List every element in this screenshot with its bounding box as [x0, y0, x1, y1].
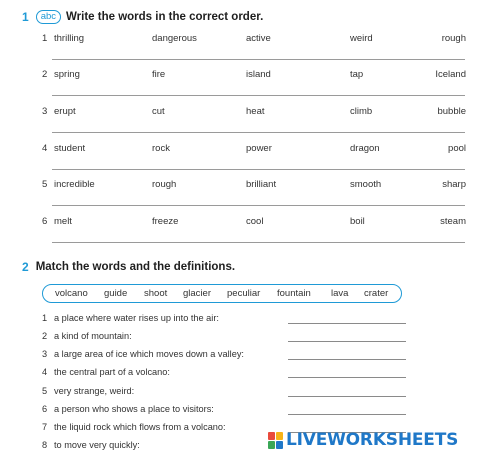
definition-6: [42, 404, 412, 417]
definition-4: [42, 367, 412, 380]
word: cool: [246, 216, 264, 227]
word: rough: [441, 33, 466, 44]
bank-word: volcano: [55, 288, 88, 299]
word: spring: [54, 69, 80, 80]
word: tap: [350, 69, 364, 80]
definition-number: 5: [42, 386, 48, 396]
definition-text: a person who shows a place to visitors:: [54, 404, 214, 414]
exercise-1-title: Write the words in the correct order.: [66, 11, 264, 23]
row-number: 4: [42, 143, 48, 154]
abc-badge: abc: [36, 10, 61, 24]
word: pool: [448, 143, 466, 154]
word: power: [246, 143, 272, 154]
word: melt: [54, 216, 72, 227]
word: erupt: [54, 106, 76, 117]
definition-3: [42, 349, 412, 362]
word: freeze: [152, 216, 179, 227]
definition-number: 6: [42, 404, 48, 414]
word: steam: [440, 216, 466, 227]
word: bubble: [437, 106, 466, 117]
word: dragon: [350, 143, 380, 154]
exercise-2-title: Match the words and the definitions.: [35, 261, 236, 273]
definition-number: 3: [42, 349, 48, 359]
order-row-2: [42, 69, 466, 83]
brand-text: LIVEWORKSHEETS: [286, 430, 459, 450]
definition-1: [42, 313, 412, 326]
word: rough: [152, 179, 177, 190]
definition-number: 1: [42, 313, 48, 323]
word: dangerous: [152, 33, 197, 44]
word: climb: [350, 106, 373, 117]
word: weird: [350, 33, 373, 44]
word: active: [246, 33, 271, 44]
answer-line[interactable]: [288, 414, 406, 415]
word: incredible: [54, 179, 95, 190]
exercise-1-number: 1: [22, 10, 29, 24]
definition-text: the central part of a volcano:: [54, 367, 170, 377]
exercise-1-header: [22, 10, 263, 24]
word: boil: [350, 216, 365, 227]
logo-square: [276, 441, 283, 449]
word: brilliant: [246, 179, 277, 190]
answer-line[interactable]: [288, 341, 406, 342]
logo-square: [276, 432, 283, 440]
word: fire: [152, 69, 166, 80]
word: Iceland: [435, 69, 466, 80]
row-number: 1: [42, 33, 48, 44]
order-row-4: [42, 143, 466, 157]
word: rock: [152, 143, 170, 154]
bank-word: fountain: [277, 288, 311, 299]
answer-line[interactable]: [52, 242, 465, 243]
answer-line[interactable]: [288, 323, 406, 324]
order-row-6: [42, 216, 466, 230]
liveworksheets-logo-icon: [268, 431, 284, 449]
bank-word: guide: [104, 288, 128, 299]
row-number: 3: [42, 106, 48, 117]
definition-2: [42, 331, 412, 344]
bank-word: shoot: [144, 288, 168, 299]
word: thrilling: [54, 33, 85, 44]
bank-word: crater: [364, 288, 389, 299]
bank-word: glacier: [183, 288, 211, 299]
answer-line[interactable]: [288, 377, 406, 378]
definition-number: 2: [42, 331, 48, 341]
order-row-3: [42, 106, 466, 120]
logo-square: [268, 432, 275, 440]
order-row-5: [42, 179, 466, 193]
word-bank: [42, 284, 402, 303]
row-number: 2: [42, 69, 48, 80]
bank-word: peculiar: [227, 288, 261, 299]
definition-number: 8: [42, 440, 48, 450]
word: sharp: [442, 179, 466, 190]
word: student: [54, 143, 86, 154]
row-number: 6: [42, 216, 48, 227]
row-number: 5: [42, 179, 48, 190]
answer-line[interactable]: [288, 359, 406, 360]
answer-line[interactable]: [52, 205, 465, 206]
logo-square: [268, 441, 275, 449]
answer-line[interactable]: [288, 396, 406, 397]
definition-number: 4: [42, 367, 48, 377]
definition-text: the liquid rock which flows from a volcano:: [54, 422, 226, 432]
exercise-2-number: 2: [22, 260, 29, 274]
answer-line[interactable]: [52, 132, 465, 133]
liveworksheets-brand: [268, 429, 474, 451]
word: island: [246, 69, 271, 80]
answer-line[interactable]: [52, 59, 465, 60]
answer-line[interactable]: [52, 95, 465, 96]
definition-text: very strange, weird:: [54, 386, 135, 396]
answer-line[interactable]: [52, 169, 465, 170]
word: cut: [152, 106, 165, 117]
definition-text: a kind of mountain:: [54, 331, 132, 341]
bank-word: lava: [331, 288, 349, 299]
word: smooth: [350, 179, 382, 190]
definition-text: a large area of ice which moves down a valley:: [54, 349, 244, 359]
definition-text: a place where water rises up into the air:: [54, 313, 219, 323]
definition-5: [42, 386, 412, 399]
definition-number: 7: [42, 422, 48, 432]
order-row-1: [42, 33, 466, 47]
word: heat: [246, 106, 265, 117]
definition-text: to move very quickly:: [54, 440, 140, 450]
exercise-2-header: [22, 260, 235, 274]
